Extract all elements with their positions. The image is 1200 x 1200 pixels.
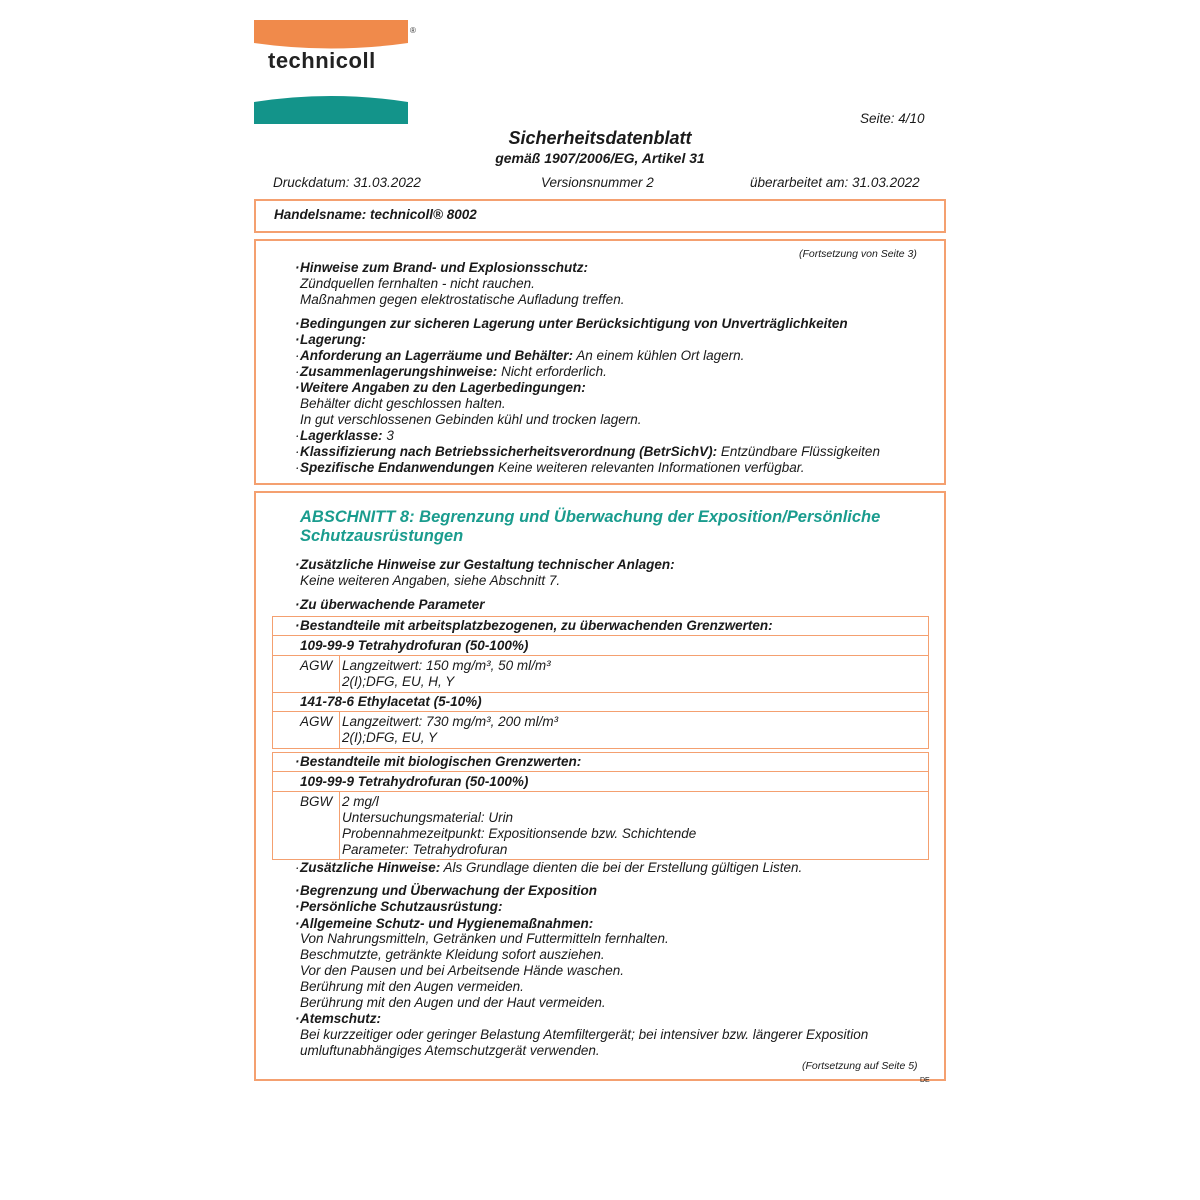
table-row [273,635,928,636]
fire-line-1: Zündquellen fernhalten - nicht rauchen. [300,276,535,291]
table-row [273,771,928,772]
bgw-table-header: · Bestandteile mit biologischen Grenzwerten: [295,754,582,769]
agw-substance-1: 109-99-9 Tetrahydrofuran (50-100%) [300,638,529,653]
table-row [273,655,928,656]
column-divider [339,656,340,692]
language-code: DE [920,1077,930,1084]
technical-notes-heading: · Zusätzliche Hinweise zur Gestaltung technischer Anlagen: [295,557,675,572]
respiratory-heading: · Atemschutz: [295,1011,382,1026]
bgw-value-2: Untersuchungsmaterial: Urin [342,810,514,825]
continued-from: (Fortsetzung von Seite 3) [799,248,917,260]
technical-notes-value: Keine weiteren Angaben, siehe Abschnitt 7. [300,573,561,588]
storage-class: · Lagerklasse: 3 [295,428,394,443]
further-line-2: In gut verschlossenen Gebinden kühl und trocken lagern. [300,412,642,427]
agw-limits-table [272,616,929,749]
table-row [273,711,928,712]
hygiene-line-5: Berührung mit den Augen und der Haut vermeiden. [300,995,606,1010]
agw-value-2b: 2(I);DFG, EU, Y [342,730,438,745]
storage-requirements: · Anforderung an Lagerräume und Behälter: An einem kühlen Ort lagern. [295,348,745,363]
document-subtitle: gemäß 1907/2006/EG, Artikel 31 [495,150,705,166]
fire-line-2: Maßnahmen gegen elektrostatische Aufladung treffen. [300,292,625,307]
exposure-heading: · Begrenzung und Überwachung der Exposition [295,883,598,898]
bgw-value-3: Probennahmezeitpunkt: Expositionsende bzw. Schichtende [342,826,697,841]
further-storage-heading: · Weitere Angaben zu den Lagerbedingungen: [295,380,586,395]
specific-end-uses: · Spezifische Endanwendungen Keine weiteren relevanten Informationen verfügbar. [295,460,805,475]
additional-notes: · Zusätzliche Hinweise: Als Grundlage dienten die bei der Erstellung gültigen Listen. [295,860,803,875]
logo-wordmark: technicoll [268,48,376,73]
logo-teal-bar [254,102,408,124]
hygiene-line-4: Berührung mit den Augen vermeiden. [300,979,524,994]
print-date: Druckdatum: 31.03.2022 [273,175,421,190]
fire-heading: · Hinweise zum Brand- und Explosionsschutz: [295,260,589,275]
revised-date: überarbeitet am: 31.03.2022 [750,175,920,190]
bgw-label: BGW [300,794,333,809]
bgw-limits-table [272,752,929,860]
column-divider [339,712,340,748]
ppe-heading: · Persönliche Schutzausrüstung: [295,899,503,914]
page-number: Seite: 4/10 [860,111,925,126]
bgw-value-1: 2 mg/l [342,794,379,809]
agw-label-1: AGW [300,658,333,673]
table-row [273,791,928,792]
hygiene-line-2: Beschmutzte, getränkte Kleidung sofort ausziehen. [300,947,605,962]
trade-name-box [254,199,946,233]
respiratory-line-2: umluftunabhängiges Atemschutzgerät verwenden. [300,1043,600,1058]
storage-heading: · Bedingungen zur sicheren Lagerung unter Berücksichtigung von Unverträglichkeiten [295,316,848,331]
agw-value-1a: Langzeitwert: 150 mg/m³, 50 ml/m³ [342,658,551,673]
table-row [273,692,928,693]
logo-orange-bar [254,20,408,42]
betrsichv-classification: · Klassifizierung nach Betriebssicherheitsverordnung (BetrSichV): Entzündbare Flüssigkeiten [295,444,880,459]
parameters-heading: · Zu überwachende Parameter [295,597,485,612]
respiratory-line-1: Bei kurzzeitiger oder geringer Belastung Atemfiltergerät; bei intensiver bzw. längerer Exposition [300,1027,869,1042]
hygiene-line-1: Von Nahrungsmitteln, Getränken und Futtermitteln fernhalten. [300,931,669,946]
agw-substance-2: 141-78-6 Ethylacetat (5-10%) [300,694,482,709]
agw-label-2: AGW [300,714,333,729]
hygiene-line-3: Vor den Pausen und bei Arbeitsende Hände waschen. [300,963,624,978]
agw-value-1b: 2(I);DFG, EU, H, Y [342,674,455,689]
section-8-heading: ABSCHNITT 8: Begrenzung und Überwachung der Exposition/Persönliche Schutzausrüstungen [300,508,881,545]
storage-label: · Lagerung: [295,332,366,347]
agw-value-2a: Langzeitwert: 730 mg/m³, 200 ml/m³ [342,714,559,729]
continued-to: (Fortsetzung auf Seite 5) [802,1060,918,1072]
logo-registered-mark: ® [410,26,416,35]
trade-name: Handelsname: technicoll® 8002 [274,207,477,222]
column-divider [339,792,340,859]
agw-table-header: · Bestandteile mit arbeitsplatzbezogenen, zu überwachenden Grenzwerten: [295,618,773,633]
further-line-1: Behälter dicht geschlossen halten. [300,396,506,411]
technicoll-logo [254,20,414,104]
hygiene-heading: · Allgemeine Schutz- und Hygienemaßnahmen: [295,916,594,931]
bgw-substance-1: 109-99-9 Tetrahydrofuran (50-100%) [300,774,529,789]
version-number: Versionsnummer 2 [541,175,654,190]
document-title: Sicherheitsdatenblatt [508,128,692,148]
bgw-value-4: Parameter: Tetrahydrofuran [342,842,508,857]
storage-together: · Zusammenlagerungshinweise: Nicht erforderlich. [295,364,607,379]
